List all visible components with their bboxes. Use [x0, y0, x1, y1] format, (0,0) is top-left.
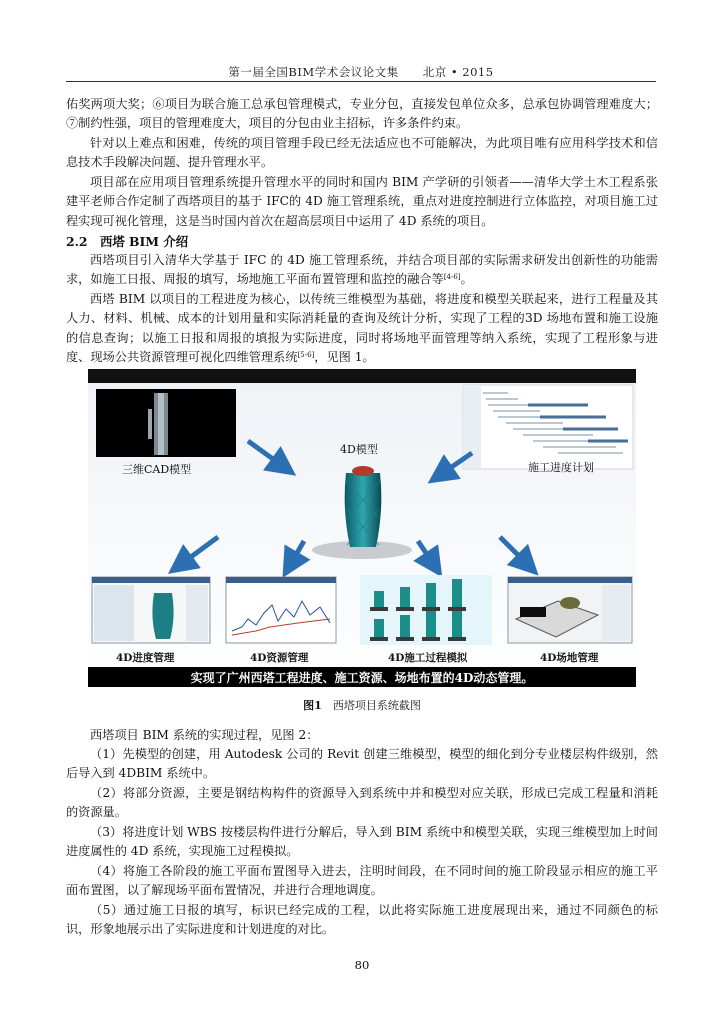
list-item-5: （5）通过施工日报的填写，标识已经完成的工程，以此将实际施工进度展现出来，通过不同颜色的标识，形象地展示出了实际进度和计划进度的对比。: [66, 903, 658, 937]
construction-sim-thumb: [360, 575, 492, 645]
list-item-2: （2）将部分资源，主要是钢结构构件的资源导入到系统中并和模型对应关联，形成已完成工程量和消耗的资源量。: [66, 786, 658, 820]
header-rule: [66, 81, 656, 82]
paragraph-impl-intro: 西塔项目 BIM 系统的实现过程，见图 2：: [90, 728, 319, 742]
resource-mgmt-thumb: [226, 577, 336, 643]
label-resource-mgmt: 4D资源管理: [250, 652, 309, 664]
paragraph-continuation: 佑奖两项大奖；⑥项目为联合施工总承包管理模式，专业分包，直接发包单位众多，总承包协调管理难度大；⑦制约性强，项目的管理难度大，项目的分包由业主招标，许多条件约束。: [66, 97, 658, 131]
section-heading: 2.2 西塔 BIM 介绍: [66, 234, 189, 249]
site-mgmt-thumb: [508, 577, 632, 643]
running-header: 第一届全国BIM学术会议论文集 北京 • 2015: [228, 65, 494, 79]
paragraph-project-dept: 项目部在应用项目管理系统提升管理水平的同时和国内 BIM 产学研的引领者——清华大学土木工程系张建平老师合作定制了西塔项目的基于 IFC的 4D 施工管理系统，重点对进度控制进行立体监控，对项目施工过程实现可视化管理，这是当时国内首次在超高层项目中运用了 4D 系统的项目。: [66, 175, 658, 228]
paragraph-xita-bim: 西塔 BIM 以项目的工程进度为核心，以传统三维模型为基础，将进度和模型关联起来，进行工程量及其人力、材料、机械、成本的计划用量和实际消耗量的查询及统计分析，实现了工程的3D 场地布置和施工设施的信息查询；以施工日报和周报的填报为实际进度，同时将场地平面管理等纳入系统，实现了工程形象与进度、现场公共资源管理可视化四维管理系统[5-6]，见图 1。: [66, 292, 658, 364]
figure-1-system-screenshot: [88, 369, 636, 687]
cad-model-screenshot: [96, 389, 236, 457]
paragraph-intro-ifc: 西塔项目引入清华大学基于 IFC 的 4D 施工管理系统，并结合项目部的实际需求研发出创新性的功能需求，如施工日报、周报的填写，场地施工平面布置管理和监控的融合等[4-6]。: [66, 253, 658, 287]
figure-illustration: [88, 369, 636, 687]
figure-number: 图1: [303, 699, 322, 712]
label-site-mgmt: 4D场地管理: [540, 652, 599, 664]
label-progress-mgmt: 4D进度管理: [116, 652, 175, 664]
label-construction-sim: 4D施工过程模拟: [388, 652, 468, 664]
figure-title: 西塔项目系统截图: [332, 699, 421, 712]
list-item-3: （3）将进度计划 WBS 按楼层构件进行分解后，导入到 BIM 系统中和模型关联，实现三维模型加上时间进度属性的 4D 系统，实现施工过程模拟。: [66, 825, 658, 859]
label-cad-model: 三维CAD模型: [122, 463, 192, 476]
citation: [5-6]: [297, 350, 315, 359]
progress-mgmt-thumb: [92, 577, 210, 643]
citation: [4-6]: [443, 273, 461, 282]
label-schedule: 施工进度计划: [528, 461, 594, 474]
banner-text: 实现了广州西塔工程进度、施工资源、场地布置的4D动态管理。: [190, 671, 534, 685]
page-number: 80: [354, 958, 370, 972]
gantt-screenshot: [463, 385, 633, 469]
label-4d-model: 4D模型: [340, 443, 378, 456]
list-item-4: （4）将施工各阶段的施工平面布置图导入进去，注明时间段，在不同时间的施工阶段显示相应的施工平面布置图，以了解现场平面布置情况，并进行合理地调度。: [66, 864, 658, 898]
list-item-1: （1）先模型的创建，用 Autodesk 公司的 Revit 创建三维模型，模型的细化到分专业楼层构件级别，然后导入到 4DBIM 系统中。: [66, 747, 658, 781]
paragraph-difficulties: 针对以上难点和困难，传统的项目管理手段已经无法适应也不可能解决，为此项目唯有应用科学技术和信息技术手段解决问题、提升管理水平。: [66, 136, 658, 170]
figure-caption: [66, 697, 658, 713]
